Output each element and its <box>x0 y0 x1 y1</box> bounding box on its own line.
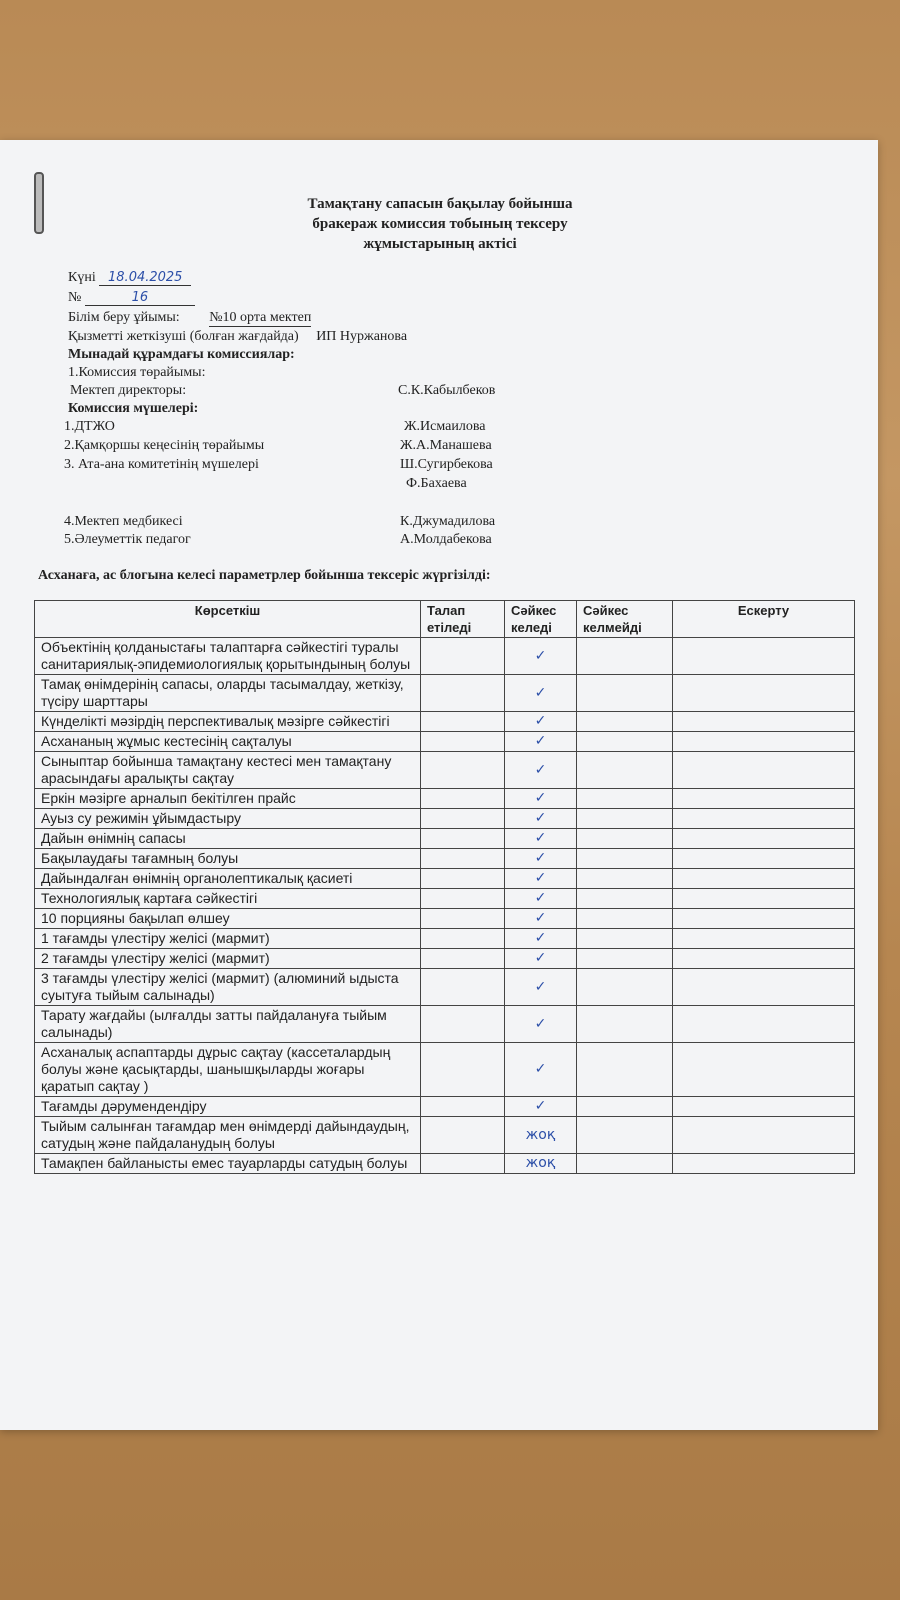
required-cell <box>421 712 505 732</box>
table-row <box>35 1097 855 1117</box>
note-cell <box>673 849 855 869</box>
note-cell <box>673 1097 855 1117</box>
member5-role: 5.Әлеуметтік педагог <box>64 532 191 547</box>
member5-name: А.Молдабекова <box>400 532 492 547</box>
matches-cell: ✓ <box>505 909 577 929</box>
required-cell <box>421 809 505 829</box>
required-cell <box>421 752 505 789</box>
number-label: № <box>68 290 82 305</box>
col-indicator: Көрсеткіш <box>35 601 421 638</box>
note-cell <box>673 869 855 889</box>
table-row <box>35 675 855 712</box>
table-row <box>35 949 855 969</box>
table-row <box>35 829 855 849</box>
indicator-cell: Күнделікті мәзірдің перспективалық мәзірге сәйкестігі <box>35 712 421 732</box>
matches-cell: ✓ <box>505 889 577 909</box>
required-cell <box>421 1117 505 1154</box>
required-cell <box>421 869 505 889</box>
not-matches-cell <box>577 829 673 849</box>
table-row <box>35 969 855 1006</box>
note-cell <box>673 712 855 732</box>
table-row <box>35 929 855 949</box>
col-required: Талап етіледі <box>421 601 505 638</box>
not-matches-cell <box>577 1097 673 1117</box>
indicator-cell: Бақылаудағы тағамның болуы <box>35 849 421 869</box>
matches-cell: ✓ <box>505 849 577 869</box>
member4-name: К.Джумадилова <box>400 514 496 529</box>
indicator-cell: Дайын өнімнің сапасы <box>35 829 421 849</box>
table-row <box>35 909 855 929</box>
indicator-cell: Тағамды дәрумендендіру <box>35 1097 421 1117</box>
required-cell <box>421 732 505 752</box>
note-cell <box>673 1006 855 1043</box>
director-label: Мектеп директоры: <box>70 383 187 398</box>
required-cell <box>421 1097 505 1117</box>
indicator-cell: Тамақ өнімдерінің сапасы, оларды тасымалдау, жеткізу, түсіру шарттары <box>35 675 421 712</box>
matches-cell: ✓ <box>505 929 577 949</box>
matches-cell: ✓ <box>505 732 577 752</box>
note-cell <box>673 789 855 809</box>
matches-cell: ✓ <box>505 829 577 849</box>
number-row <box>68 290 195 306</box>
not-matches-cell <box>577 889 673 909</box>
member3-name: Ш.Сугирбекова <box>400 457 493 472</box>
member3-role: 3. Ата-ана комитетінің мүшелері <box>64 457 259 472</box>
note-cell <box>673 909 855 929</box>
note-cell <box>673 638 855 675</box>
not-matches-cell <box>577 712 673 732</box>
not-matches-cell <box>577 732 673 752</box>
note-cell <box>673 732 855 752</box>
not-matches-cell <box>577 789 673 809</box>
matches-cell: ✓ <box>505 969 577 1006</box>
table-row <box>35 752 855 789</box>
table-row <box>35 712 855 732</box>
note-cell <box>673 969 855 1006</box>
member1-name: Ж.Исмаилова <box>404 419 486 434</box>
table-row <box>35 1117 855 1154</box>
table-row <box>35 849 855 869</box>
date-row <box>68 270 191 286</box>
table-row <box>35 1006 855 1043</box>
matches-cell: ✓ <box>505 1006 577 1043</box>
table-row <box>35 789 855 809</box>
indicator-cell: 1 тағамды үлестіру желісі (мармит) <box>35 929 421 949</box>
not-matches-cell <box>577 809 673 829</box>
note-cell <box>673 809 855 829</box>
note-cell <box>673 1154 855 1174</box>
indicator-cell: Тамақпен байланысты емес тауарларды сатудың болуы <box>35 1154 421 1174</box>
indicator-cell: Асханалық аспаптарды дұрыс сақтау (кассеталардың болуы және қасықтарды, шанышқыларды жоғары қаратып сақтау ) <box>35 1043 421 1097</box>
not-matches-cell <box>577 1006 673 1043</box>
indicator-cell: Дайындалған өнімнің органолептикалық қасиеті <box>35 869 421 889</box>
doc-title-line3: жұмыстарының актісі <box>363 236 517 252</box>
required-cell <box>421 1154 505 1174</box>
note-cell <box>673 1043 855 1097</box>
required-cell <box>421 849 505 869</box>
table-row <box>35 869 855 889</box>
col-matches: Сәйкес келеді <box>505 601 577 638</box>
required-cell <box>421 969 505 1006</box>
not-matches-cell <box>577 1043 673 1097</box>
composition-heading: Мынадай құрамдағы комиссиялар: <box>68 347 295 362</box>
not-matches-cell <box>577 869 673 889</box>
indicator-cell: Еркін мәзірге арналып бекітілген прайс <box>35 789 421 809</box>
matches-cell: ✓ <box>505 752 577 789</box>
members-heading: Комиссия мүшелері: <box>68 401 199 416</box>
table-row <box>35 1154 855 1174</box>
provider-value: ИП Нуржанова <box>316 329 408 344</box>
matches-cell: жоқ <box>505 1154 577 1174</box>
director-name: С.К.Кабылбеков <box>398 383 496 398</box>
chair-heading: 1.Комиссия төрайымы: <box>68 365 206 380</box>
member3-name2: Ф.Бахаева <box>406 476 467 491</box>
matches-cell: ✓ <box>505 949 577 969</box>
required-cell <box>421 638 505 675</box>
school-label: Білім беру ұйымы: <box>68 310 180 325</box>
indicator-cell: 10 порцияны бақылап өлшеу <box>35 909 421 929</box>
not-matches-cell <box>577 1117 673 1154</box>
required-cell <box>421 1043 505 1097</box>
required-cell <box>421 929 505 949</box>
required-cell <box>421 1006 505 1043</box>
number-value: 16 <box>85 290 195 306</box>
not-matches-cell <box>577 675 673 712</box>
table-header-row <box>35 601 855 638</box>
matches-cell: ✓ <box>505 1043 577 1097</box>
indicator-cell: 3 тағамды үлестіру желісі (мармит) (алюминий ыдыста суытуға тыйым салынады) <box>35 969 421 1006</box>
not-matches-cell <box>577 969 673 1006</box>
provider-row <box>68 329 407 345</box>
required-cell <box>421 949 505 969</box>
date-label: Күні <box>68 270 96 285</box>
col-note: Ескерту <box>673 601 855 638</box>
required-cell <box>421 829 505 849</box>
school-value: №10 орта мектеп <box>209 310 312 325</box>
indicator-cell: Асхананың жұмыс кестесінің сақталуы <box>35 732 421 752</box>
indicator-cell: Сыныптар бойынша тамақтану кестесі мен тамақтану арасындағы аралықты сақтау <box>35 752 421 789</box>
matches-cell: ✓ <box>505 809 577 829</box>
matches-cell: ✓ <box>505 789 577 809</box>
matches-cell: ✓ <box>505 675 577 712</box>
matches-cell: ✓ <box>505 1097 577 1117</box>
not-matches-cell <box>577 752 673 789</box>
not-matches-cell <box>577 949 673 969</box>
school-row <box>68 310 311 327</box>
not-matches-cell <box>577 1154 673 1174</box>
table-row <box>35 638 855 675</box>
note-cell <box>673 675 855 712</box>
inspection-intro: Асханаға, ас блогына келесі параметрлер бойынша тексеріс жүргізілді: <box>38 568 491 583</box>
table-row <box>35 1043 855 1097</box>
matches-cell: ✓ <box>505 638 577 675</box>
not-matches-cell <box>577 909 673 929</box>
indicator-cell: Тарату жағдайы (ылғалды затты пайдалануға тыйым салынады) <box>35 1006 421 1043</box>
member2-name: Ж.А.Манашева <box>400 438 492 453</box>
note-cell <box>673 1117 855 1154</box>
matches-cell: ✓ <box>505 869 577 889</box>
not-matches-cell <box>577 638 673 675</box>
member4-role: 4.Мектеп медбикесі <box>64 514 183 529</box>
required-cell <box>421 675 505 712</box>
indicator-cell: 2 тағамды үлестіру желісі (мармит) <box>35 949 421 969</box>
indicator-cell: Технологиялық картаға сәйкестігі <box>35 889 421 909</box>
matches-cell: жоқ <box>505 1117 577 1154</box>
note-cell <box>673 889 855 909</box>
note-cell <box>673 929 855 949</box>
note-cell <box>673 829 855 849</box>
required-cell <box>421 909 505 929</box>
date-value: 18.04.2025 <box>99 270 191 286</box>
note-cell <box>673 752 855 789</box>
col-not-matches: Сәйкес келмейді <box>577 601 673 638</box>
table-row <box>35 889 855 909</box>
matches-cell: ✓ <box>505 712 577 732</box>
indicator-cell: Ауыз су режимін ұйымдастыру <box>35 809 421 829</box>
provider-label: Қызметті жеткізуші (болған жағдайда) <box>68 329 299 344</box>
not-matches-cell <box>577 849 673 869</box>
table-row <box>35 809 855 829</box>
not-matches-cell <box>577 929 673 949</box>
inspection-table <box>34 600 855 1174</box>
doc-title-line2: бракераж комиссия тобының тексеру <box>312 216 568 232</box>
required-cell <box>421 889 505 909</box>
note-cell <box>673 949 855 969</box>
member2-role: 2.Қамқоршы кеңесінің төрайымы <box>64 438 265 453</box>
table-row <box>35 732 855 752</box>
indicator-cell: Объектінің қолданыстағы талаптарға сәйкестігі туралы санитариялық-эпидемиологиялық қорытындының болуы <box>35 638 421 675</box>
doc-title-line1: Тамақтану сапасын бақылау бойынша <box>307 196 573 212</box>
indicator-cell: Тыйым салынған тағамдар мен өнімдерді дайындаудың, сатудың және пайдаланудың болуы <box>35 1117 421 1154</box>
required-cell <box>421 789 505 809</box>
member1-role: 1.ДТЖО <box>64 419 115 434</box>
